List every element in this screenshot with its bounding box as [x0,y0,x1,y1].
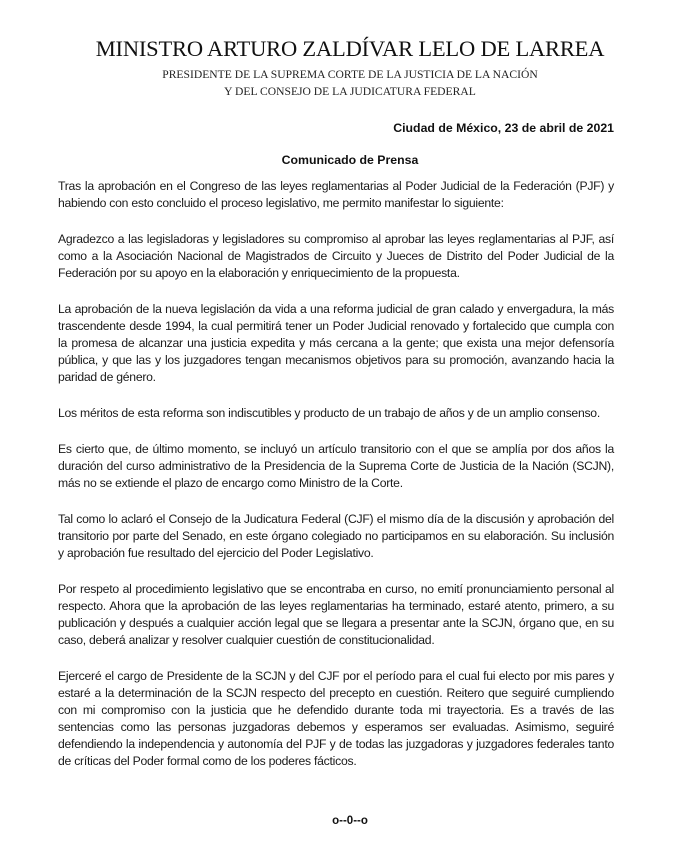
letterhead-subtitle-line1: PRESIDENTE DE LA SUPREMA CORTE DE LA JUSTICIA DE LA NACIÓN [162,68,538,81]
paragraph: Los méritos de esta reforma son indiscutibles y producto de un trabajo de años y de un amplio consenso. [58,406,600,420]
document-body [58,178,614,789]
letterhead-subtitle-line2: Y DEL CONSEJO DE LA JUDICATURA FEDERAL [224,85,476,98]
paragraph: Ejerceré el cargo de Presidente de la SCJN y del CJF por el período para el cual fui electo por mis pares y estaré a la determinación de la SCJN respecto del precepto en cuestión. Reitero que seguiré cumpliendo con mi compromiso con la justicia que he defendido durante toda mi trayectoria. Es a través de las sentencias como las personas juzgadoras debemos y esperamos ser evaluadas. Asimismo, seguiré defendiendo la independencia y autonomía del PJF y de todas las juzgadoras y juzgadores federales tanto de críticas del Poder formal como de los poderes fácticos. [58,669,614,768]
paragraph: Tras la aprobación en el Congreso de las leyes reglamentarias al Poder Judicial de la Federación (PJF) y habiendo con esto concluido el proceso legislativo, me permito manifestar lo siguiente: [58,179,614,210]
closing-mark: o--0--o [332,815,368,827]
paragraph: Por respeto al procedimiento legislativo que se encontraba en curso, no emití pronunciamiento personal al respecto. Ahora que la aprobación de las leyes reglamentarias ha terminado, estaré atento, primero, a su publicación y después a cualquier acción legal que se llegara a presentar ante la SCJN, órgano que, en su caso, deberá analizar y resolver cualquier cuestión de constitucionalidad. [58,582,614,647]
paragraph: La aprobación de la nueva legislación da vida a una reforma judicial de gran calado y envergadura, la más trascendente desde 1994, la cual permitirá tener un Poder Judicial renovado y fortalecido que cumpla con la promesa de alcanzar una justicia expedita y más cercana a la gente; que exista una mejor defensoría pública, y que las y los juzgadores tengan mecanismos objetivos para su promoción, avanzando hacia la paridad de género. [58,302,614,384]
letterhead-title: MINISTRO ARTURO ZALDÍVAR LELO DE LARREA [95,36,605,61]
paragraph: Tal como lo aclaró el Consejo de la Judicatura Federal (CJF) el mismo día de la discusión y aprobación del transitorio por parte del Senado, en este órgano colegiado no participamos en su elaboración. Su inclusión y aprobación fue resultado del ejercicio del Poder Legislativo. [58,512,614,560]
document-title: Comunicado de Prensa [281,153,419,167]
date-line: Ciudad de México, 23 de abril de 2021 [393,121,614,135]
paragraph: Es cierto que, de último momento, se incluyó un artículo transitorio con el que se amplía por dos años la duración del curso administrativo de la Presidencia de la Suprema Corte de Justicia de la Nación (SCJN), más no se extiende el plazo de encargo como Ministro de la Corte. [58,442,614,490]
paragraph: Agradezco a las legisladoras y legisladores su compromiso al aprobar las leyes reglamentarias al PJF, así como a la Asociación Nacional de Magistrados de Circuito y Jueces de Distrito del Poder Judicial de la Federación por su apoyo en la elaboración y enriquecimiento de la propuesta. [58,232,614,280]
